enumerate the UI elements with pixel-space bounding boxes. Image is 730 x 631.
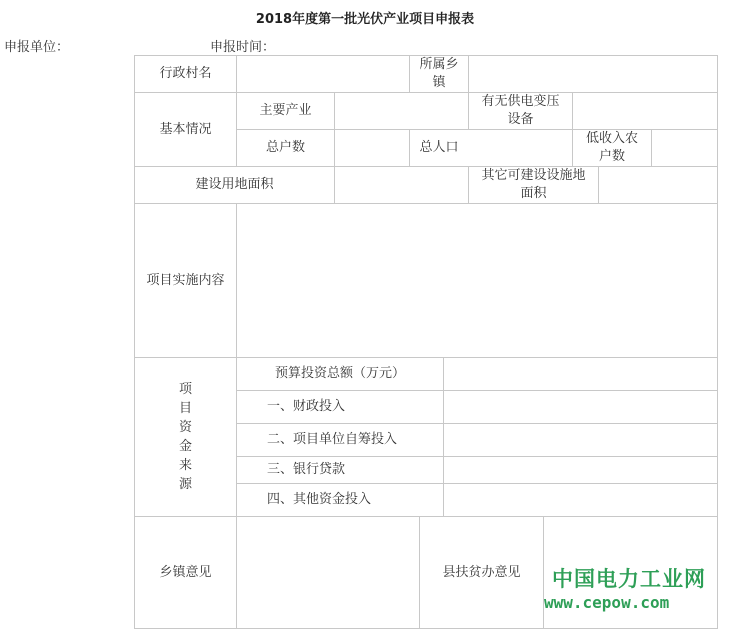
- bank-loan-label: 三、银行贷款: [267, 462, 346, 477]
- applicant-unit-label: 申报单位：: [4, 40, 70, 55]
- funding-source-label: 项 目 资 金 来 源: [178, 382, 192, 492]
- total-households-label: 总户数: [265, 140, 305, 155]
- land-area-label: 建设用地面积: [195, 177, 274, 192]
- page-title: 2018年度第一批光伏产业项目申报表: [255, 12, 475, 27]
- total-population-label: 总人口: [419, 140, 459, 155]
- substation-equipment-label: 有无供电变压设备: [481, 94, 560, 127]
- application-time-label: 申报时间：: [210, 40, 276, 55]
- township-opinion-label: 乡镇意见: [159, 564, 212, 580]
- main-industry-label: 主要产业: [259, 103, 312, 118]
- budget-total-label: 预算投资总额（万元）: [274, 366, 405, 381]
- watermark-name: 中国电力工业网: [552, 567, 706, 591]
- other-land-area-label: 其它可建设设施地面积: [481, 168, 586, 201]
- village-name-label: 行政村名: [159, 66, 212, 81]
- other-funds-label: 四、其他资金投入: [267, 492, 372, 507]
- project-content-label: 项目实施内容: [146, 272, 225, 288]
- county-opinion-label: 县扶贫办意见: [442, 564, 521, 580]
- township-label: 所属乡镇: [419, 57, 459, 90]
- self-raised-input-label: 二、项目单位自筹投入: [267, 432, 398, 447]
- fiscal-input-label: 一、财政投入: [267, 399, 346, 414]
- low-income-households-label: 低收入农户数: [585, 131, 638, 164]
- basic-info-label: 基本情况: [159, 121, 212, 137]
- watermark-url: www.cepow.com: [544, 593, 670, 612]
